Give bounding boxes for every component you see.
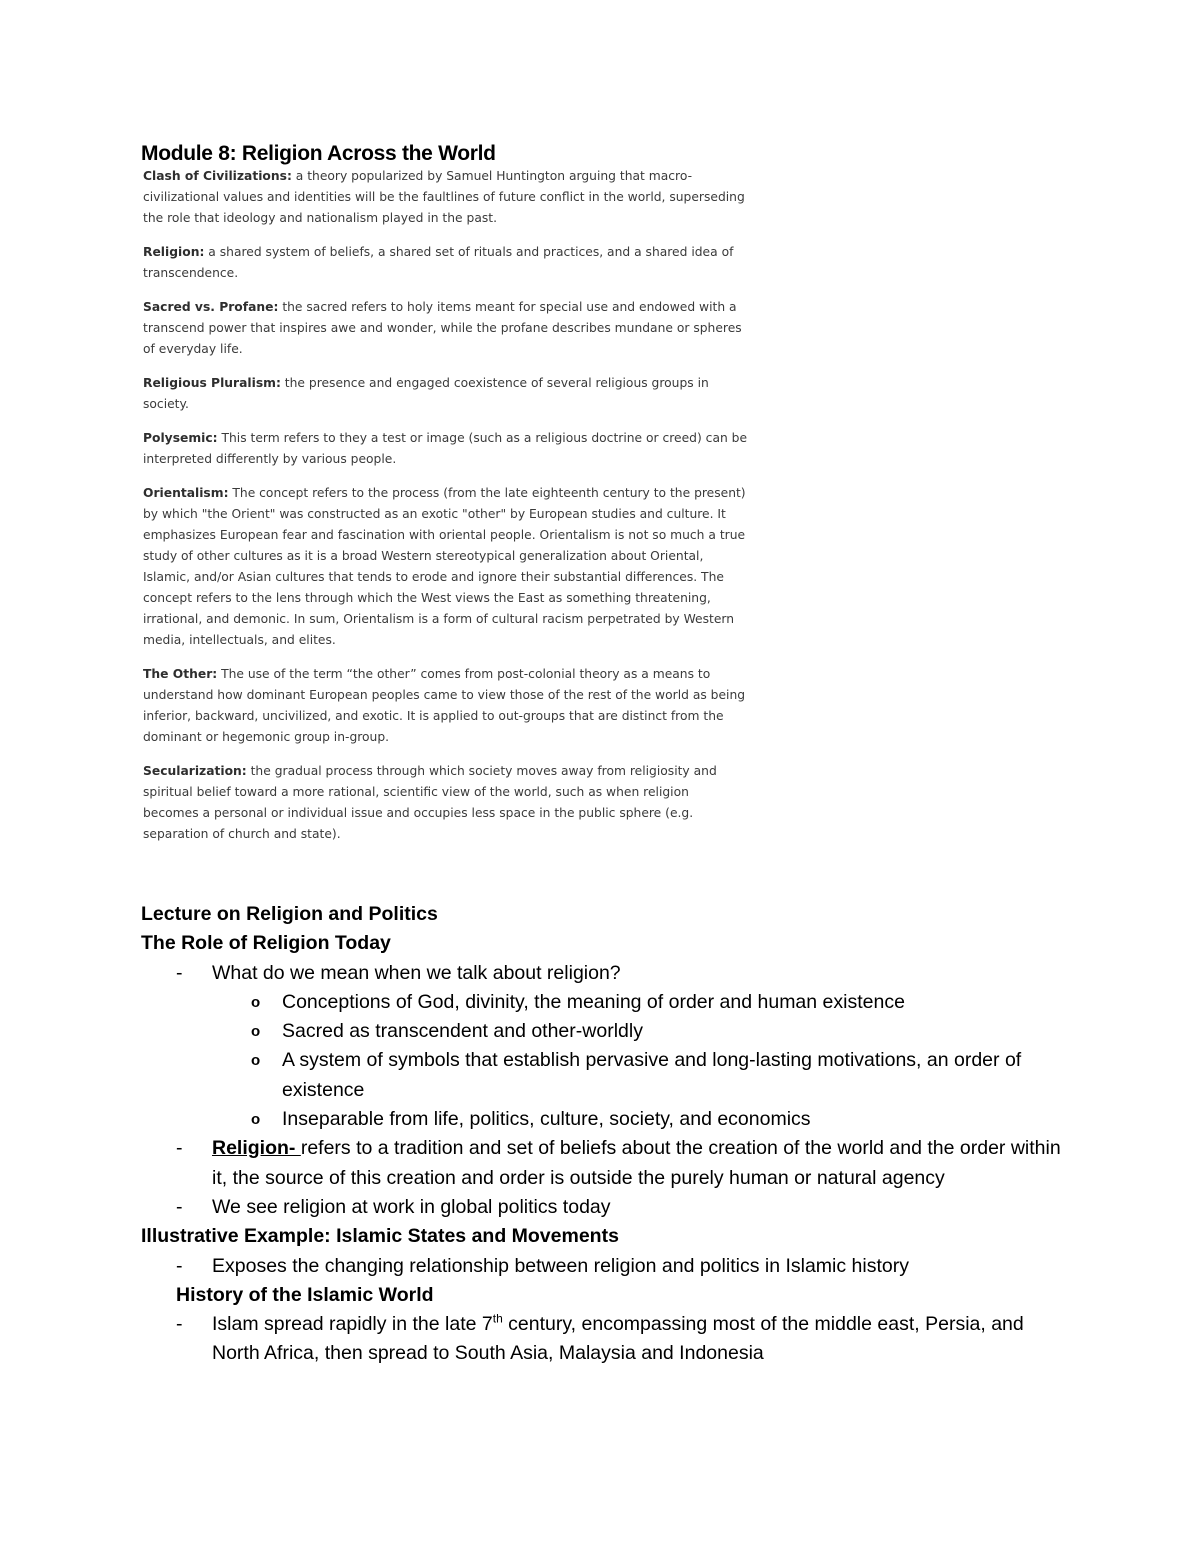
bullet-marker: - <box>176 1195 183 1218</box>
sub-bullet-marker: o <box>251 993 261 1011</box>
sub-list-item <box>141 988 1061 1017</box>
list-item-text: Conceptions of God, divinity, the meaning of order and human existence <box>282 990 905 1013</box>
religion-term: Religion- <box>212 1137 301 1160</box>
sub-bullet-marker: o <box>251 1052 261 1070</box>
definition-term: Sacred vs. Profane: <box>143 300 279 314</box>
list-item <box>141 1134 1061 1193</box>
list-item <box>141 1252 1061 1281</box>
sub-list-item <box>141 1105 1061 1134</box>
lecture-heading: Lecture on Religion and Politics <box>141 903 438 925</box>
superscript: th <box>492 1311 503 1326</box>
example-heading: Illustrative Example: Islamic States and Movements <box>141 1225 619 1248</box>
list-item-text: Islam spread rapidly in the late 7 <box>212 1313 493 1336</box>
list-item-text: A system of symbols that establish pervasive and long-lasting motivations, an order of existence <box>282 1049 1022 1101</box>
definition-text: the sacred refers to holy items meant for special use and endowed with a transcend power that inspires awe and wonder, while the profane describes mundane or spheres of everyday life. <box>143 300 742 356</box>
definition-term: Secularization: <box>143 764 247 778</box>
definition-secularization <box>143 761 748 845</box>
list-item <box>141 959 1061 988</box>
definition-text: The concept refers to the process (from the late eighteenth century to the present) by which "the Orient" was constructed as an exotic "other" by European studies and culture. It emphasizes European fear and fascination with oriental people. Orientalism is not so much a true study of other cultures as it is a broad Western stereotypical generalization about Oriental, Islamic, and/or Asian cultures that tends to erode and ignore their substantial differences. The concept refers to the lens through which the West views the East as something threatening, irrational, and demonic. In sum, Orientalism is a form of cultural racism perpetrated by Western media, intellectuals, and elites. <box>143 486 746 647</box>
definition-religion <box>143 242 748 284</box>
list-item <box>141 1193 1061 1222</box>
definition-polysemic <box>143 428 748 470</box>
definition-text: the presence and engaged coexistence of several religious groups in society. <box>143 376 709 411</box>
definition-the-other <box>143 664 748 748</box>
definitions-list <box>143 166 748 858</box>
definition-text: a shared system of beliefs, a shared set of rituals and practices, and a shared idea of transcendence. <box>143 245 734 280</box>
definition-term: Orientalism: <box>143 486 229 500</box>
list-item <box>141 1310 1061 1369</box>
definition-term: Religious Pluralism: <box>143 376 281 390</box>
bullet-marker: - <box>176 961 183 984</box>
definition-pluralism <box>143 373 748 415</box>
definition-text: the gradual process through which society moves away from religiosity and spiritual belief toward a more rational, scientific view of the world, such as when religion becomes a personal or individual issue and occupies less space in the public sphere (e.g. separation of church and state). <box>143 764 717 841</box>
definition-term: Clash of Civilizations: <box>143 169 292 183</box>
list-item-text: Inseparable from life, politics, culture, society, and economics <box>282 1108 811 1131</box>
definition-sacred-profane <box>143 297 748 360</box>
definition-text: a theory popularized by Samuel Huntington arguing that macro-civilizational values and identities will be the faultlines of future conflict in the world, superseding the role that ideology and nationalism played in the past. <box>143 169 745 225</box>
definition-clash <box>143 166 748 229</box>
list-item-text: refers to a tradition and set of beliefs about the creation of the world and the order within it, the source of this creation and order is outside the purely human or natural agency <box>212 1137 1061 1189</box>
list-item-text: Sacred as transcendent and other-worldly <box>282 1020 643 1043</box>
sub-bullet-marker: o <box>251 1111 261 1129</box>
bullet-marker: - <box>176 1254 183 1277</box>
list-item-text: What do we mean when we talk about religion? <box>212 961 621 984</box>
bullet-marker: - <box>176 1313 183 1336</box>
definition-term: The Other: <box>143 667 218 681</box>
list-item-text: We see religion at work in global politics today <box>212 1195 611 1218</box>
lecture-notes <box>141 900 1061 1369</box>
definition-term: Religion: <box>143 245 205 259</box>
history-heading: History of the Islamic World <box>176 1283 434 1306</box>
list-item-text: Exposes the changing relationship between religion and politics in Islamic history <box>212 1254 909 1277</box>
role-heading: The Role of Religion Today <box>141 932 391 955</box>
definition-term: Polysemic: <box>143 431 218 445</box>
sub-bullet-marker: o <box>251 1023 261 1041</box>
definition-orientalism <box>143 483 748 651</box>
sub-list-item <box>141 1017 1061 1046</box>
definition-text: The use of the term “the other” comes from post-colonial theory as a means to understand how dominant European peoples came to view those of the rest of the world as being inferior, backward, uncivilized, and exotic. It is applied to out-groups that are distinct from the dominant or hegemonic group in-group. <box>143 667 746 744</box>
sub-list-item <box>141 1046 1061 1105</box>
bullet-marker: - <box>176 1137 183 1160</box>
page-title: Module 8: Religion Across the World <box>141 142 496 165</box>
list-item-text: century, encompassing most of the middle east, Persia, and North Africa, then spread to South Asia, Malaysia and Indonesia <box>212 1313 1024 1365</box>
definition-text: This term refers to they a test or image (such as a religious doctrine or creed) can be interpreted differently by various people. <box>143 431 748 466</box>
